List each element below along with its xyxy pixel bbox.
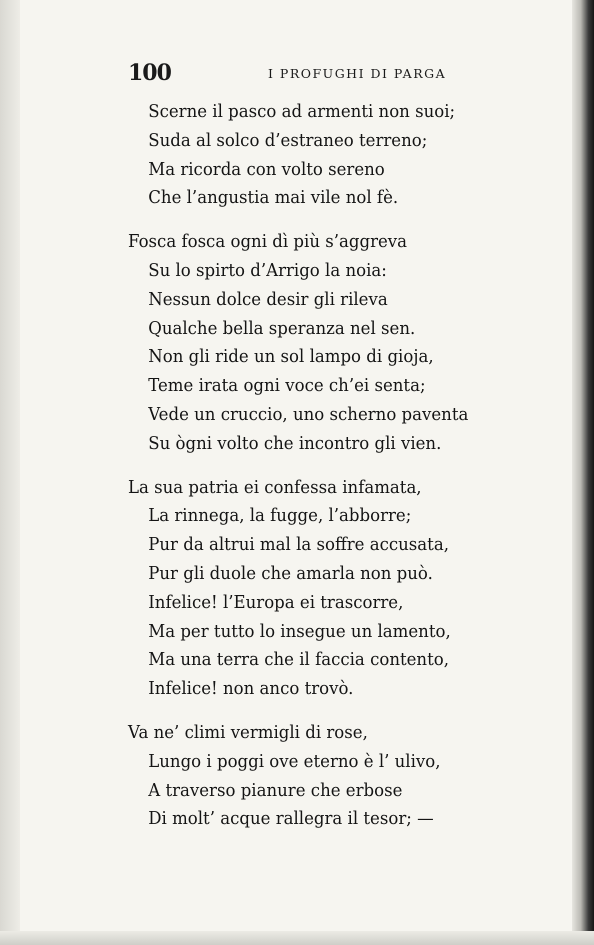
stanza xyxy=(128,719,518,834)
stanza xyxy=(128,228,518,458)
stanza xyxy=(128,474,518,704)
verse-line: Fosca fosca ogni dì più s’aggreva xyxy=(128,231,408,253)
verse-line: Vede un cruccio, uno scherno paventa xyxy=(148,403,469,425)
verse-line: Ma per tutto lo insegue un lamento, xyxy=(148,620,451,642)
verse-line: La rinnega, la fugge, l’abborre; xyxy=(148,505,412,527)
verse-line: Non gli ride un sol lampo di gioja, xyxy=(148,346,434,368)
verse-line: Di molt’ acque rallegra il tesor; — xyxy=(148,808,434,830)
verse-line: Teme irata ogni voce ch’ei senta; xyxy=(148,375,426,397)
verse-line: Pur da altrui mal la soffre accusata, xyxy=(148,534,449,556)
verse-line: Su ògni volto che incontro gli vien. xyxy=(148,432,442,454)
verse-line: Infelice! l’Europa ei trascorre, xyxy=(148,591,404,613)
stanza xyxy=(128,98,518,213)
verse-line: Pur gli duole che amarla non può. xyxy=(148,562,433,584)
verse-line: Su lo spirto d’Arrigo la noia: xyxy=(148,259,387,281)
page-right-edge xyxy=(572,0,594,945)
verse-line: Va ne’ climi vermigli di rose, xyxy=(128,721,368,743)
running-title: I PROFUGHI DI PARGA xyxy=(268,66,447,81)
page-left-edge xyxy=(0,0,20,945)
verse-line: Nessun dolce desir gli rileva xyxy=(148,288,388,310)
poem-text xyxy=(128,98,518,849)
verse-line: Qualche bella speranza nel sen. xyxy=(148,317,416,339)
verse-line: La sua patria ei confessa infamata, xyxy=(128,476,422,498)
verse-line: Infelice! non anco trovò. xyxy=(148,678,354,700)
verse-line: Ma una terra che il faccia contento, xyxy=(148,649,449,671)
verse-line: A traverso pianure che erbose xyxy=(148,779,403,801)
verse-line: Lungo i poggi ove eterno è l’ ulivo, xyxy=(148,750,441,772)
verse-line: Scerne il pasco ad armenti non suoi; xyxy=(148,101,456,122)
verse-line: Suda al solco d’estraneo terreno; xyxy=(148,129,428,151)
page-bottom-edge xyxy=(0,931,594,945)
verse-line: Che l’angustia mai vile nol fè. xyxy=(148,187,399,209)
page-header xyxy=(128,60,458,90)
page-number: 100 xyxy=(128,60,171,86)
verse-line: Ma ricorda con volto sereno xyxy=(148,158,385,180)
